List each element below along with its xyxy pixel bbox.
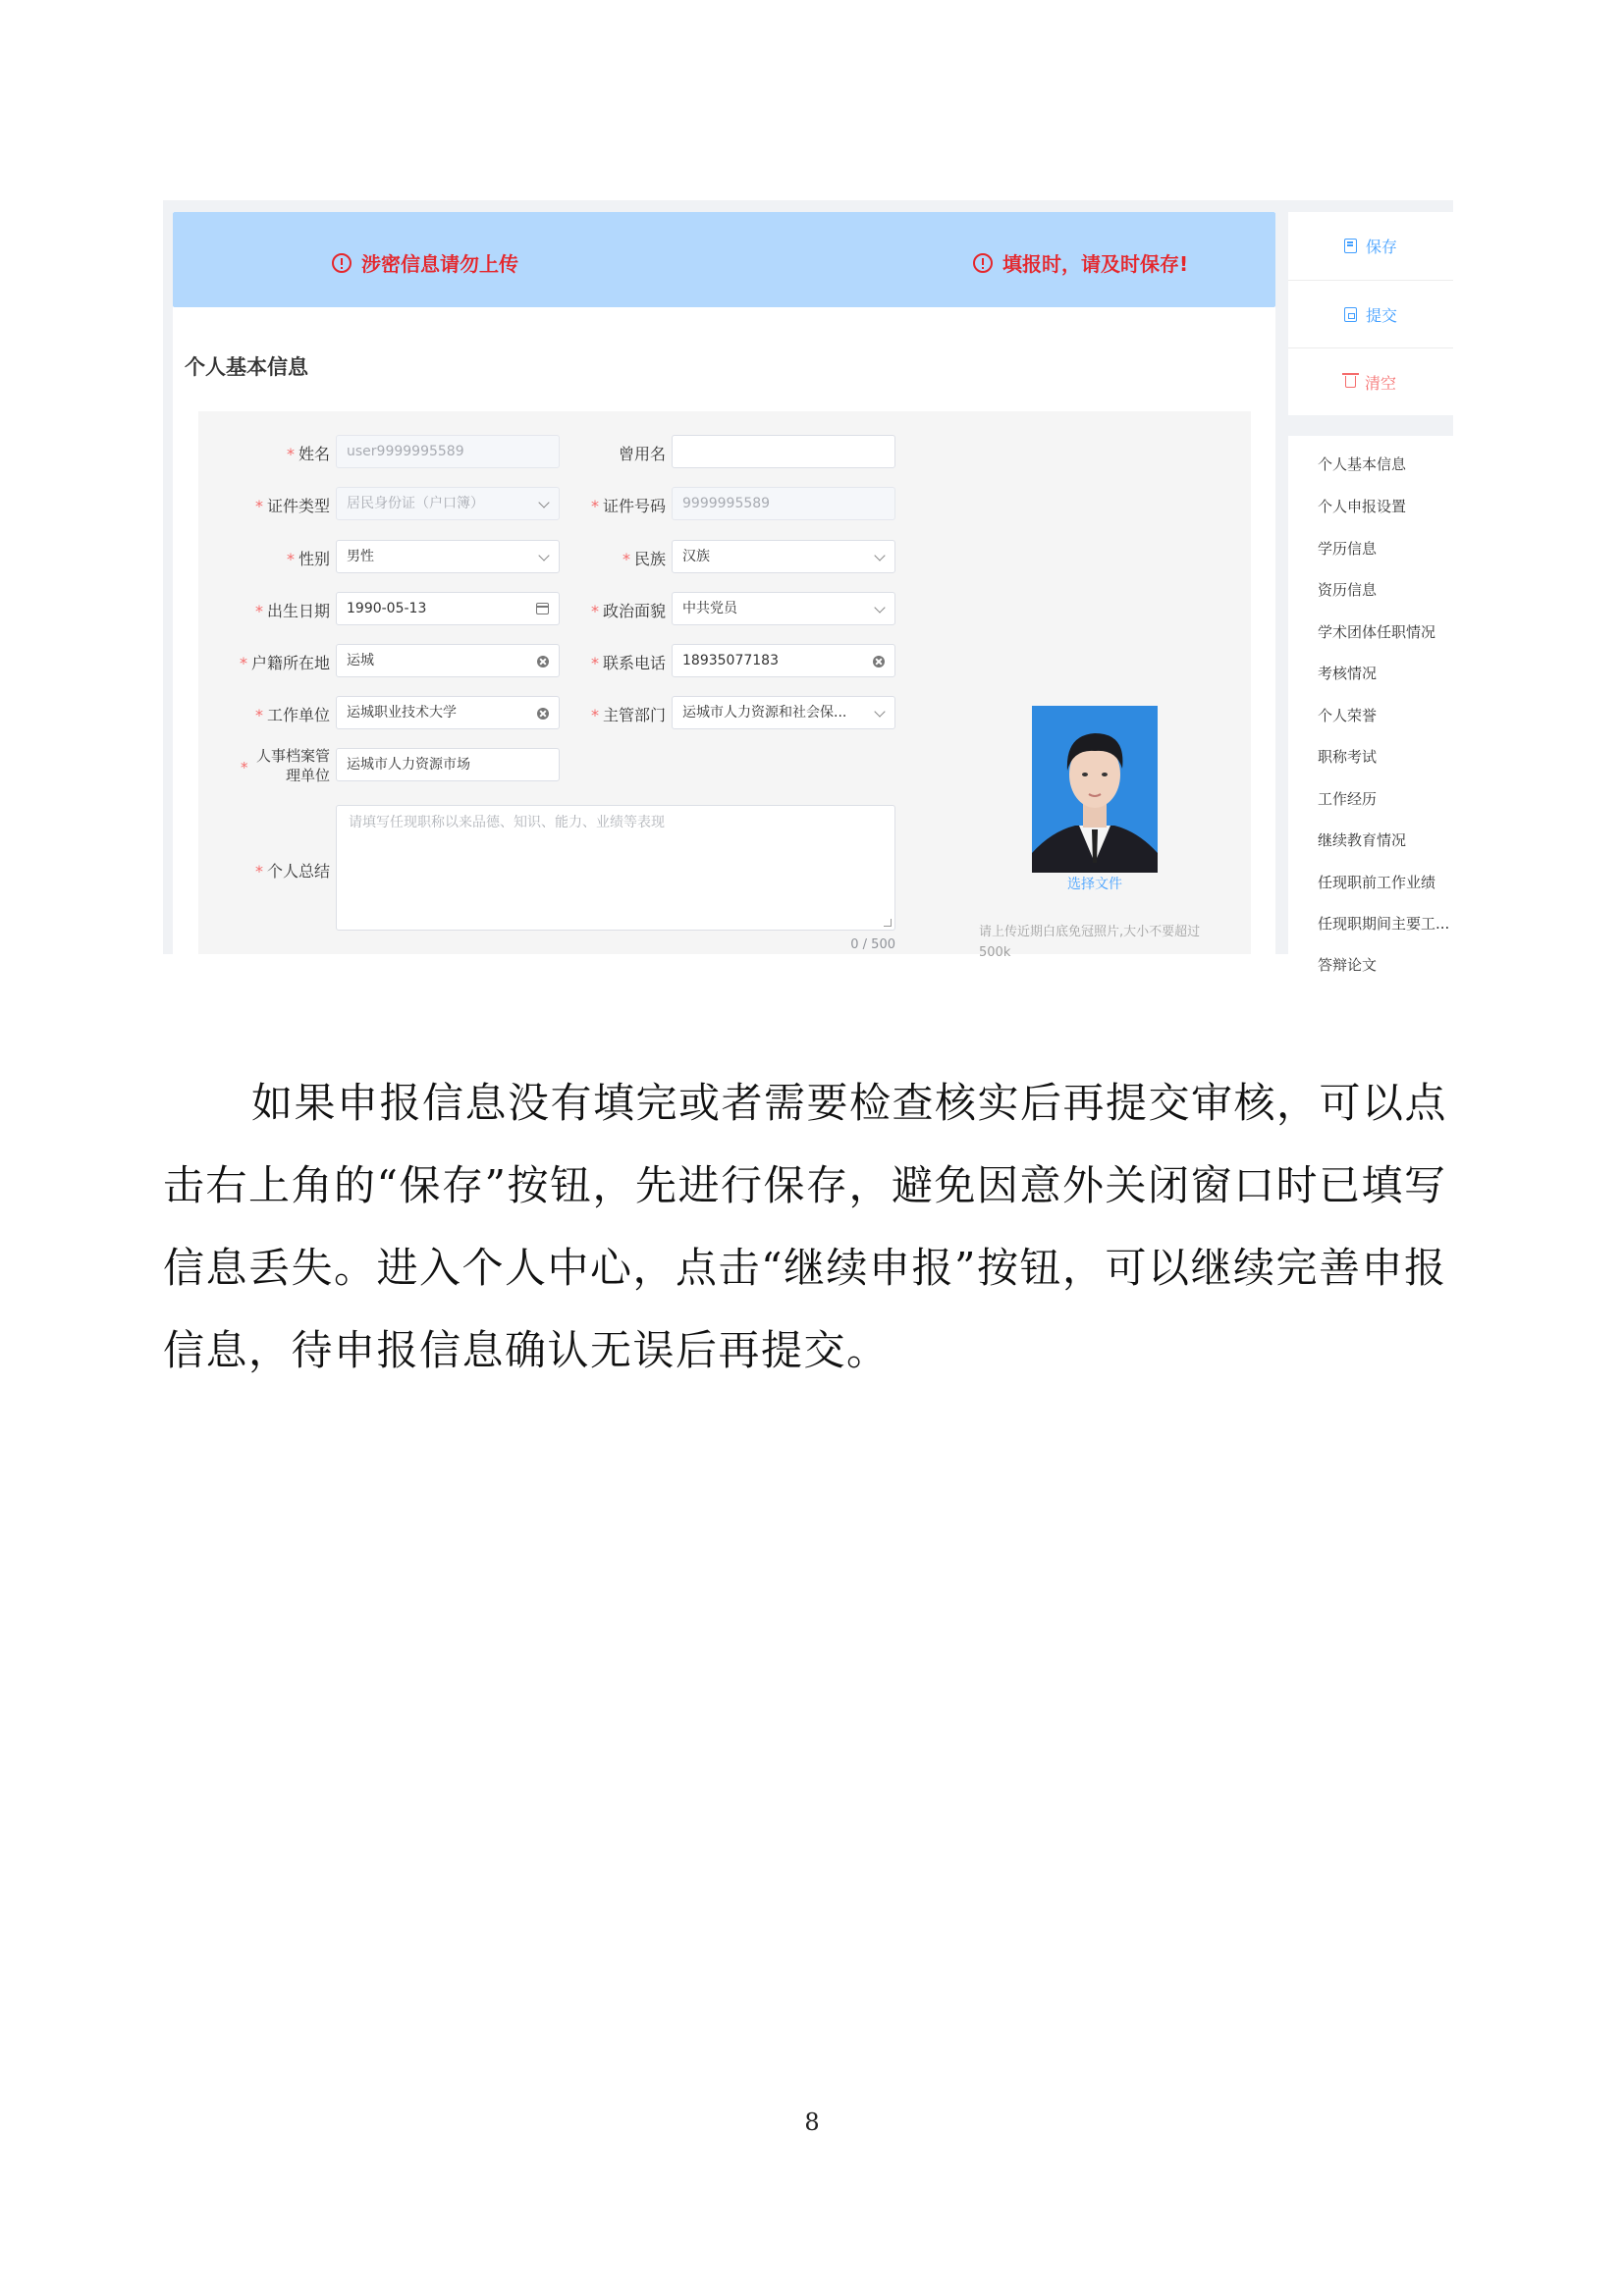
- warning-save-timely: [973, 248, 1188, 277]
- nav-item-academic-roles[interactable]: 学术团体任职情况: [1318, 623, 1436, 641]
- summary-label: * 个人总结: [254, 862, 330, 881]
- basic-info-form: [198, 411, 1251, 960]
- supervising-dept-label: * 主管部门: [590, 706, 666, 724]
- chevron-down-icon: [874, 550, 885, 561]
- trash-icon: [1345, 376, 1356, 388]
- household-location-label: * 户籍所在地: [239, 654, 330, 672]
- warning-text: 填报时，请及时保存!: [1002, 252, 1189, 276]
- nav-item-work-history[interactable]: 工作经历: [1318, 790, 1378, 808]
- nav-item-thesis[interactable]: 答辩论文: [1318, 956, 1378, 974]
- gender-label: * 性别: [286, 550, 330, 568]
- nav-item-assessments[interactable]: 考核情况: [1318, 665, 1378, 682]
- name-label: * 姓名: [286, 445, 330, 463]
- profile-photo: [1032, 706, 1158, 873]
- choose-file-link[interactable]: 选择文件: [1067, 877, 1122, 892]
- save-icon: [1344, 239, 1357, 253]
- supervising-dept-select[interactable]: 运城市人力资源和社会保...: [672, 696, 895, 729]
- summary-textarea[interactable]: 请填写任现职称以来品德、知识、能力、业绩等表现: [336, 805, 895, 931]
- gender-select[interactable]: 男性: [336, 540, 560, 573]
- archive-unit-field[interactable]: 运城市人力资源市场: [336, 748, 560, 781]
- nav-item-basic-info[interactable]: 个人基本信息: [1318, 455, 1407, 473]
- id-number-field[interactable]: 9999995589: [672, 487, 895, 520]
- save-button[interactable]: 保存: [1288, 212, 1453, 280]
- former-name-field[interactable]: [672, 435, 895, 468]
- ethnicity-label: * 民族: [622, 550, 666, 568]
- nav-item-honors[interactable]: 个人荣誉: [1318, 707, 1378, 724]
- clear-button[interactable]: 清空: [1288, 347, 1453, 415]
- work-unit-field[interactable]: 运城职业技术大学: [336, 696, 560, 729]
- nav-item-continuing-education[interactable]: 继续教育情况: [1318, 831, 1407, 849]
- main-panel: [173, 212, 1275, 960]
- warning-icon: [332, 253, 352, 273]
- warning-text: 涉密信息请勿上传: [361, 252, 518, 276]
- clear-icon[interactable]: [537, 708, 549, 720]
- page-number: 8: [804, 2109, 820, 2136]
- household-location-field[interactable]: 运城: [336, 644, 560, 677]
- id-type-label: * 证件类型: [254, 497, 330, 515]
- notice-banner: [173, 212, 1275, 307]
- clear-icon[interactable]: [537, 656, 549, 667]
- ethnicity-select[interactable]: 汉族: [672, 540, 895, 573]
- political-status-select[interactable]: 中共党员: [672, 592, 895, 625]
- nav-item-declaration-settings[interactable]: 个人申报设置: [1318, 498, 1407, 515]
- screenshot: [163, 200, 1453, 974]
- birth-date-picker[interactable]: 1990-05-13: [336, 592, 560, 625]
- chevron-down-icon: [874, 706, 885, 717]
- nav-item-prior-achievements[interactable]: 任现职前工作业绩: [1318, 874, 1436, 891]
- clear-icon[interactable]: [873, 656, 885, 667]
- id-number-label: * 证件号码: [590, 497, 666, 515]
- name-field[interactable]: user9999995589: [336, 435, 560, 468]
- archive-unit-label: * 人事档案管 理单位: [240, 747, 330, 784]
- warning-icon: [973, 253, 993, 273]
- portrait-image: [1032, 706, 1158, 873]
- char-counter: 0 / 500: [850, 937, 895, 952]
- phone-field[interactable]: 18935077183: [672, 644, 895, 677]
- phone-label: * 联系电话: [590, 654, 666, 672]
- instruction-paragraph: 如果申报信息没有填完或者需要检查核实后再提交审核，可以点击右上角的“保存”按钮，先进行保存，避免因意外关闭窗口时已填写信息丢失。进入个人中心，点击“继续申报”按钮，可以继续完善申报信息，待申报信息确认无误后再提交。: [163, 1079, 1448, 1374]
- chevron-down-icon: [874, 602, 885, 613]
- nav-item-current-work[interactable]: 任现职期间主要工...: [1318, 915, 1450, 933]
- calendar-icon: [536, 603, 549, 614]
- submit-icon: [1344, 307, 1357, 322]
- section-nav: [1288, 436, 1453, 974]
- photo-upload-hint: 请上传近期白底免冠照片,大小不要超过500k: [979, 925, 1201, 960]
- nav-item-qualifications[interactable]: 资历信息: [1318, 581, 1378, 599]
- political-status-label: * 政治面貌: [590, 602, 666, 620]
- section-title: 个人基本信息: [185, 355, 308, 379]
- chevron-down-icon: [538, 497, 549, 507]
- former-name-label: 曾用名: [618, 445, 666, 463]
- action-panel: [1288, 212, 1453, 415]
- nav-item-education[interactable]: 学历信息: [1318, 540, 1378, 558]
- nav-item-title-exam[interactable]: 职称考试: [1318, 748, 1378, 766]
- warning-secret-info: [332, 248, 518, 277]
- work-unit-label: * 工作单位: [254, 706, 330, 724]
- submit-button[interactable]: 提交: [1288, 280, 1453, 347]
- id-type-select[interactable]: 居民身份证（户口簿）: [336, 487, 560, 520]
- chevron-down-icon: [538, 550, 549, 561]
- resize-handle-icon[interactable]: [884, 919, 892, 927]
- birth-date-label: * 出生日期: [254, 602, 330, 620]
